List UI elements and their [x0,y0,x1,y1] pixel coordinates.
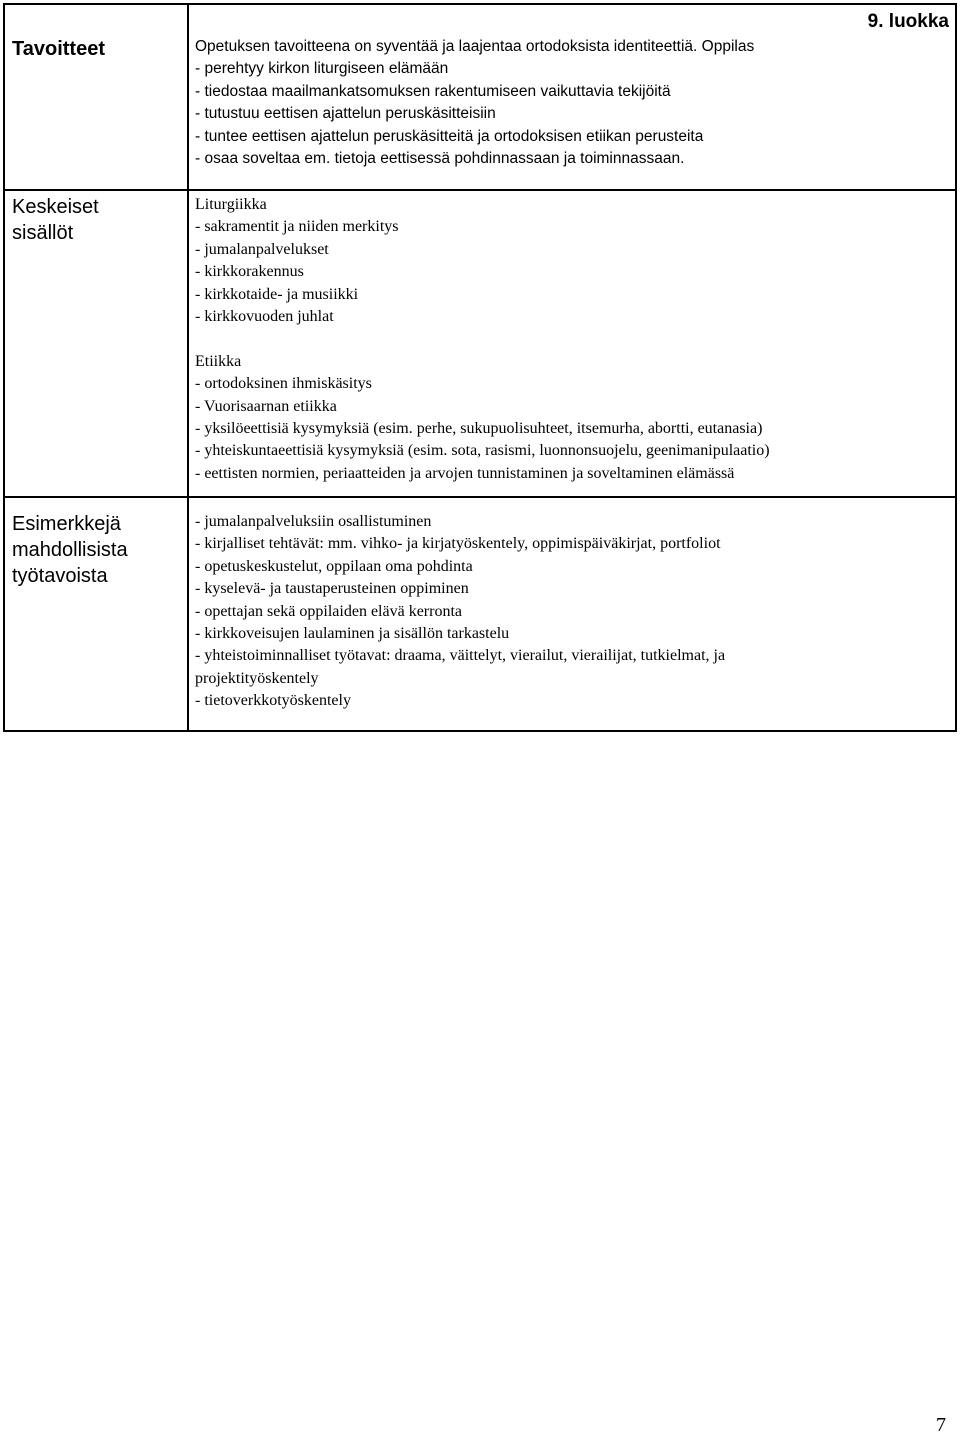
label-line: työtavoista [12,565,108,587]
tyotapa-item: projektityöskentely [195,669,319,687]
etiikka-item: - yksilöeettisiä kysymyksiä (esim. perhe, sukupuolisuhteet, itsemurha, abortti, eutanasia) [195,420,763,438]
liturgiikka-item: - kirkkotaide- ja musiikki [195,285,359,303]
etiikka-item: - eettisten normien, periaatteiden ja arvojen tunnistaminen ja soveltaminen elämässä [195,464,735,482]
liturgiikka-item: - jumalanpalvelukset [195,240,329,258]
tavoitteet-line: - perehtyy kirkon liturgiseen elämään [195,60,449,78]
tyotapa-item: - kirkkoveisujen laulaminen ja sisällön tarkastelu [195,625,510,643]
tavoitteet-line: - tutustuu eettisen ajattelun peruskäsitteisiin [195,105,496,123]
etiikka-item: - yhteiskuntaeettisiä kysymyksiä (esim. sota, rasismi, luonnonsuojelu, geenimanipulaatio) [195,442,770,460]
etiikka-heading: Etiikka [195,352,242,370]
tyotapa-item: - yhteistoiminnalliset työtavat: draama, väittelyt, vierailut, vierailijat, tutkielmat, ja [195,647,726,665]
curriculum-table [3,3,957,732]
column-divider [187,5,189,730]
tavoitteet-line: - tuntee eettisen ajattelun peruskäsitteitä ja ortodoksisen etiikan perusteita [195,127,704,145]
tyotapa-item: - kirjalliset tehtävät: mm. vihko- ja kirjatyöskentely, oppimispäiväkirjat, portfoliot [195,535,721,553]
liturgiikka-item: - kirkkovuoden juhlat [195,308,334,326]
label-line: Keskeiset [12,196,99,218]
label-keskeiset-sisallot [12,194,182,246]
liturgiikka-item: - kirkkorakennus [195,263,304,281]
grade-heading: 9. luokka [867,11,949,32]
tavoitteet-line: Opetuksen tavoitteena on syventää ja laajentaa ortodoksista identiteettiä. Oppilas [195,38,755,55]
etiikka-item: - ortodoksinen ihmiskäsitys [195,375,372,393]
keskeiset-content [195,194,947,485]
spacer [195,328,947,350]
liturgiikka-heading: Liturgiikka [195,196,267,213]
liturgiikka-item: - sakramentit ja niiden merkitys [195,218,399,236]
tavoitteet-line: - tiedostaa maailmankatsomuksen rakentumiseen vaikuttavia tekijöitä [195,82,671,100]
etiikka-item: - Vuorisaarnan etiikka [195,397,337,415]
tyotapa-item: - jumalanpalveluksiin osallistuminen [195,513,432,530]
tyotavat-content [195,511,947,713]
label-tavoitteet: Tavoitteet [12,38,105,60]
label-line: sisällöt [12,222,74,244]
page-number: 7 [936,1414,946,1436]
label-esimerkkeja-tyotavoista [12,511,182,589]
row-divider [5,496,955,498]
tyotapa-item: - kyselevä- ja taustaperusteinen oppiminen [195,580,469,598]
label-line: mahdollisista [12,539,128,561]
tyotapa-item: - tietoverkkotyöskentely [195,692,351,710]
tyotapa-item: - opetuskeskustelut, oppilaan oma pohdinta [195,557,473,575]
label-line: Esimerkkejä [12,513,121,535]
tavoitteet-content [195,36,947,170]
tavoitteet-line: - osaa soveltaa em. tietoja eettisessä pohdinnassaan ja toiminnassaan. [195,150,685,168]
tyotapa-item: - opettajan sekä oppilaiden elävä kerronta [195,602,462,620]
row-divider [5,189,955,191]
